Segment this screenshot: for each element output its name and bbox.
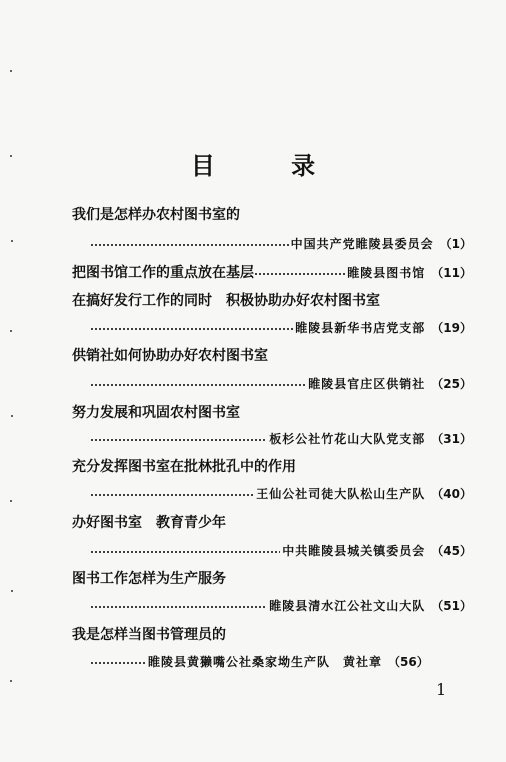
toc-entry-line <box>90 596 472 614</box>
toc-entry-page: （51） <box>431 599 472 613</box>
toc-entry-title: 把图书馆工作的重点放在基层 <box>72 265 254 281</box>
scan-speck <box>10 330 12 332</box>
toc-entry-page: （56） <box>388 655 429 669</box>
leader-dots <box>90 318 293 332</box>
leader-dots <box>90 429 267 443</box>
page-number: 1 <box>436 680 447 699</box>
toc-entry-title: 我是怎样当图书管理员的 <box>72 627 226 643</box>
toc-entry-line <box>90 318 472 336</box>
toc-entry-author: 睢陵县新华书店党支部 <box>295 321 426 335</box>
toc-entry-title: 供销社如何协助办好农村图书室 <box>72 348 268 364</box>
toc-entry-page: （25） <box>431 377 472 391</box>
scan-speck <box>10 70 12 72</box>
toc-entry-page: （45） <box>431 544 472 558</box>
toc-entry-title: 充分发挥图书室在批林批孔中的作用 <box>72 459 296 475</box>
toc-entry-line <box>90 484 472 502</box>
scan-speck <box>11 415 13 417</box>
toc-entry-title: 努力发展和巩固农村图书室 <box>72 405 240 421</box>
toc-entry-line <box>90 234 472 252</box>
toc-entry-line <box>72 262 472 282</box>
scan-speck <box>10 680 12 682</box>
leader-dots <box>90 541 280 555</box>
toc-entry-author: 睢陵县官庄区供销社 <box>308 377 426 391</box>
toc-entry-author: 王仙公社司徒大队松山生产队 <box>256 487 426 501</box>
toc-entry-line <box>90 652 472 670</box>
toc-entry-line <box>90 429 472 447</box>
leader-dots <box>90 484 254 498</box>
toc-entry-page: （40） <box>431 487 472 501</box>
toc-entry-author: 板杉公社竹花山大队党支部 <box>269 432 426 446</box>
toc-entry-page: （31） <box>431 432 472 446</box>
toc-entry-page: （1） <box>439 237 472 251</box>
toc-entry-author: 睢陵县图书馆 <box>347 266 426 280</box>
toc-entry-title: 我们是怎样办农村图书室的 <box>72 207 240 223</box>
leader-dots <box>90 652 146 666</box>
scan-speck <box>10 500 12 502</box>
leader-dots <box>90 234 289 248</box>
toc-entry-line <box>90 541 472 559</box>
toc-entry-title: 办好图书室 教育青少年 <box>72 515 226 531</box>
toc-entry-page: （11） <box>431 266 472 280</box>
toc-entry-title: 在搞好发行工作的同时 积极协助办好农村图书室 <box>72 293 380 309</box>
toc-heading: 目 录 <box>190 152 350 180</box>
scan-speck <box>11 590 13 592</box>
toc-entry-title: 图书工作怎样为生产服务 <box>72 571 226 587</box>
toc-entry-author: 睢陵县黄獭嘴公社桑家坳生产队 黄社章 <box>148 655 383 669</box>
leader-dots <box>254 263 345 277</box>
leader-dots <box>90 596 267 610</box>
toc-entry-author: 睢陵县清水江公社文山大队 <box>269 599 426 613</box>
toc-entry-author: 中国共产党睢陵县委员会 <box>290 237 434 251</box>
leader-dots <box>90 374 306 388</box>
toc-entry-page: （19） <box>431 321 472 335</box>
toc-entry-author: 中共睢陵县城关镇委员会 <box>282 544 426 558</box>
scan-speck <box>11 240 13 242</box>
toc-entry-line <box>90 374 472 392</box>
